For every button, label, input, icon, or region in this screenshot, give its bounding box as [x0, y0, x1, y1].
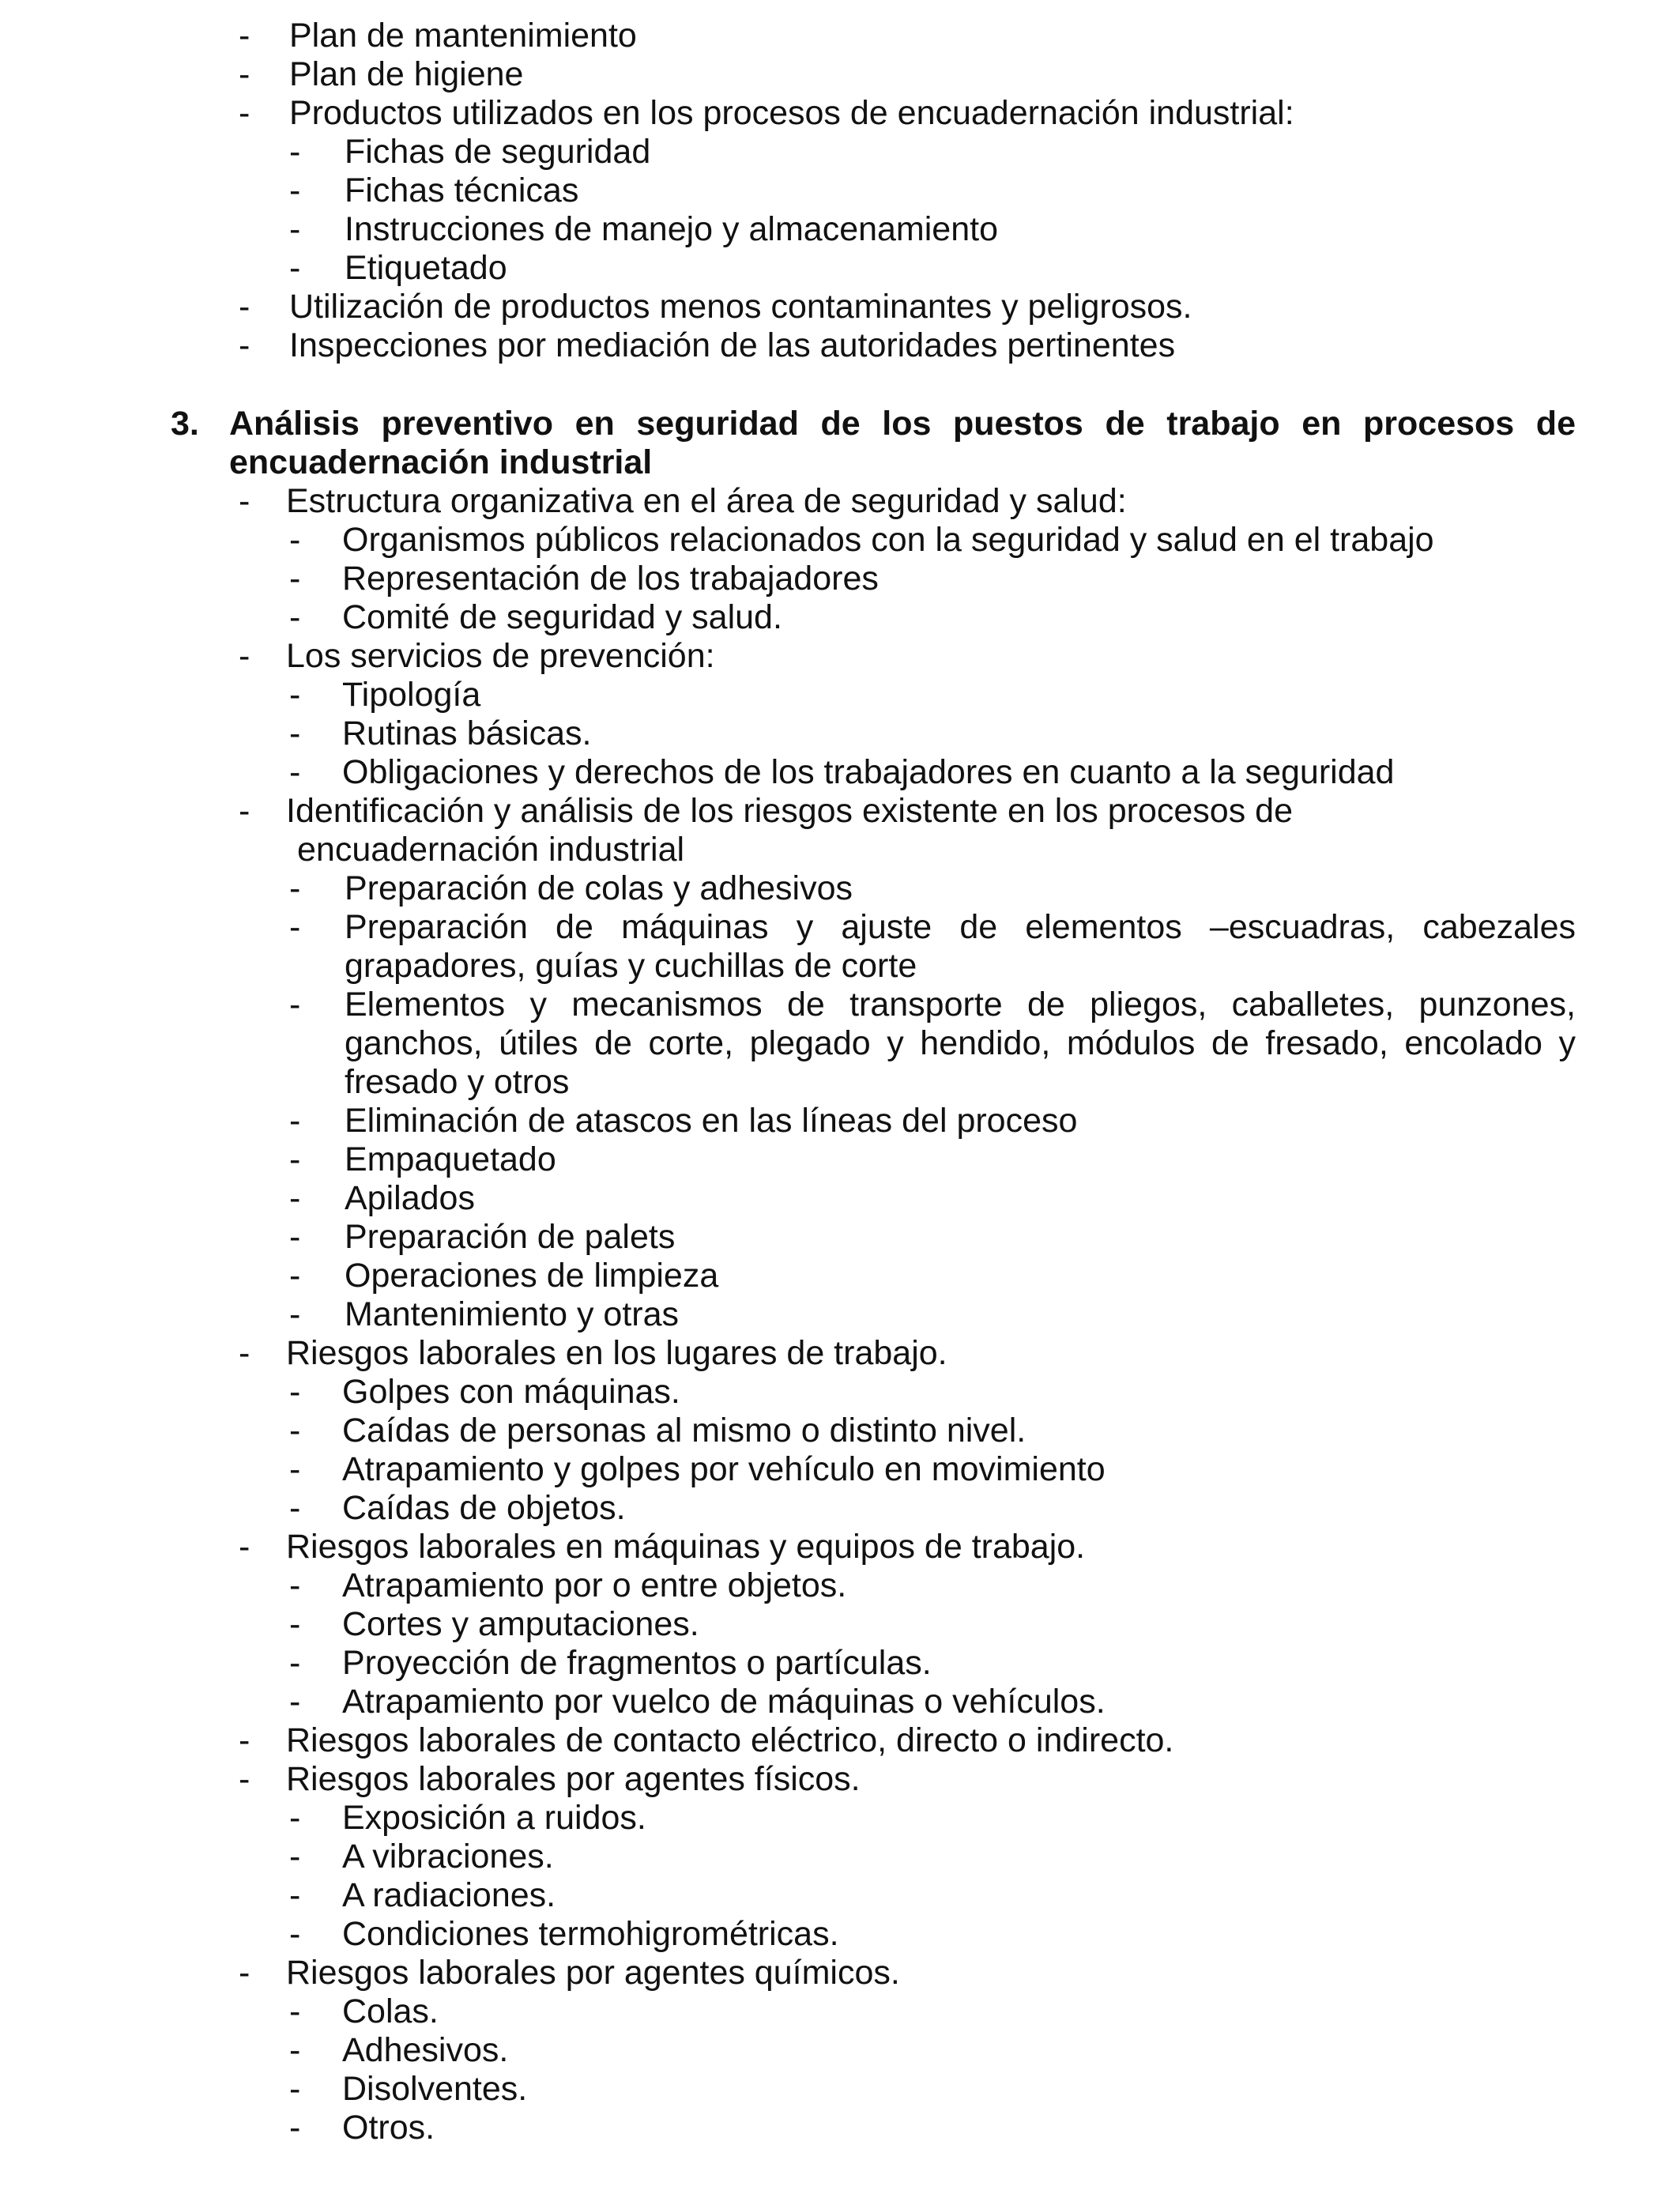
- bullet-dash: -: [289, 1179, 301, 1217]
- list-item: Riesgos laborales en máquinas y equipos de trabajo.: [286, 1528, 1086, 1566]
- bullet-dash: -: [239, 326, 250, 364]
- sub-list-item: Fichas técnicas: [345, 172, 579, 209]
- sub-list-item: A vibraciones.: [342, 1838, 554, 1875]
- list-item: Identificación y análisis de los riesgos existente en los procesos de: [286, 792, 1293, 830]
- bullet-dash: -: [239, 1760, 250, 1798]
- sub-list-item: Fichas de seguridad: [345, 133, 651, 171]
- sub-list-item-continuation: fresado y otros: [345, 1063, 570, 1101]
- list-item: Riesgos laborales por agentes físicos.: [286, 1760, 861, 1798]
- sub-list-item: Atrapamiento por vuelco de máquinas o vehículos.: [342, 1683, 1106, 1721]
- bullet-dash: -: [289, 1644, 301, 1682]
- bullet-dash: -: [289, 2109, 301, 2147]
- list-item: Riesgos laborales de contacto eléctrico, directo o indirecto.: [286, 1721, 1174, 1759]
- sub-list-item: Eliminación de atascos en las líneas del proceso: [345, 1102, 1078, 1140]
- list-item: Estructura organizativa en el área de seguridad y salud:: [286, 482, 1127, 520]
- bullet-dash: -: [239, 792, 250, 830]
- section-number: 3.: [171, 405, 199, 443]
- bullet-dash: -: [289, 1605, 301, 1643]
- sub-list-item: Proyección de fragmentos o partículas.: [342, 1644, 932, 1682]
- sub-list-item: Condiciones termohigrométricas.: [342, 1915, 839, 1953]
- bullet-dash: -: [289, 2031, 301, 2069]
- bullet-dash: -: [289, 210, 301, 248]
- bullet-dash: -: [289, 1915, 301, 1953]
- bullet-dash: -: [289, 1412, 301, 1449]
- list-item-continuation: encuadernación industrial: [297, 831, 685, 869]
- sub-list-item: Preparación de palets: [345, 1218, 676, 1256]
- sub-list-item: Tipología: [342, 676, 481, 714]
- sub-list-item: Atrapamiento y golpes por vehículo en movimiento: [342, 1450, 1106, 1488]
- bullet-dash: -: [239, 1721, 250, 1759]
- sub-list-item: Operaciones de limpieza: [345, 1257, 719, 1295]
- sub-list-item: Etiquetado: [345, 249, 507, 287]
- list-item: Plan de mantenimiento: [289, 17, 637, 55]
- sub-list-item: Exposición a ruidos.: [342, 1799, 646, 1837]
- bullet-dash: -: [239, 55, 250, 93]
- sub-list-item: Comité de seguridad y salud.: [342, 598, 782, 636]
- bullet-dash: -: [289, 908, 301, 946]
- bullet-dash: -: [289, 1218, 301, 1256]
- sub-list-item: Mantenimiento y otras: [345, 1295, 680, 1333]
- bullet-dash: -: [289, 1450, 301, 1488]
- bullet-dash: -: [289, 598, 301, 636]
- bullet-dash: -: [289, 560, 301, 598]
- bullet-dash: -: [289, 1838, 301, 1875]
- sub-list-item: Disolventes.: [342, 2070, 528, 2108]
- bullet-dash: -: [239, 482, 250, 520]
- bullet-dash: -: [239, 94, 250, 132]
- bullet-dash: -: [289, 1489, 301, 1527]
- list-item: Inspecciones por mediación de las autoridades pertinentes: [289, 326, 1176, 364]
- bullet-dash: -: [289, 172, 301, 209]
- bullet-dash: -: [239, 1954, 250, 1992]
- sub-list-item: Apilados: [345, 1179, 475, 1217]
- sub-list-item: Representación de los trabajadores: [342, 560, 879, 598]
- sub-list-item: Atrapamiento por o entre objetos.: [342, 1566, 847, 1604]
- sub-list-item: Caídas de objetos.: [342, 1489, 626, 1527]
- bullet-dash: -: [239, 637, 250, 675]
- sub-list-item: Golpes con máquinas.: [342, 1373, 680, 1411]
- sub-list-item: Organismos públicos relacionados con la seguridad y salud en el trabajo: [342, 521, 1434, 559]
- bullet-dash: -: [289, 1373, 301, 1411]
- sub-list-item-continuation: grapadores, guías y cuchillas de corte: [345, 947, 917, 985]
- sub-list-item: Rutinas básicas.: [342, 714, 592, 752]
- bullet-dash: -: [289, 1992, 301, 2030]
- sub-list-item: Caídas de personas al mismo o distinto nivel.: [342, 1412, 1026, 1449]
- list-item: Utilización de productos menos contaminantes y peligrosos.: [289, 288, 1192, 326]
- bullet-dash: -: [289, 1257, 301, 1295]
- sub-list-item: Colas.: [342, 1992, 439, 2030]
- bullet-dash: -: [239, 1334, 250, 1372]
- section-title-line-2: encuadernación industrial: [229, 443, 653, 481]
- bullet-dash: -: [289, 2070, 301, 2108]
- sub-list-item: Cortes y amputaciones.: [342, 1605, 699, 1643]
- sub-list-item-continuation: ganchos, útiles de corte, plegado y hendido, módulos de fresado, encolado y: [345, 1024, 1576, 1062]
- bullet-dash: -: [289, 133, 301, 171]
- list-item: Plan de higiene: [289, 55, 524, 93]
- list-item: Los servicios de prevención:: [286, 637, 715, 675]
- sub-list-item: Elementos y mecanismos de transporte de pliegos, caballetes, punzones,: [345, 986, 1576, 1023]
- bullet-dash: -: [289, 1799, 301, 1837]
- bullet-dash: -: [289, 676, 301, 714]
- bullet-dash: -: [289, 1295, 301, 1333]
- sub-list-item: A radiaciones.: [342, 1876, 556, 1914]
- bullet-dash: -: [289, 1102, 301, 1140]
- bullet-dash: -: [289, 1566, 301, 1604]
- bullet-dash: -: [239, 288, 250, 326]
- bullet-dash: -: [289, 521, 301, 559]
- bullet-dash: -: [289, 249, 301, 287]
- sub-list-item: Adhesivos.: [342, 2031, 509, 2069]
- bullet-dash: -: [289, 1683, 301, 1721]
- sub-list-item: Preparación de máquinas y ajuste de elementos –escuadras, cabezales: [345, 908, 1576, 946]
- sub-list-item: Otros.: [342, 2109, 435, 2147]
- bullet-dash: -: [239, 17, 250, 55]
- bullet-dash: -: [289, 753, 301, 791]
- list-item: Riesgos laborales en los lugares de trabajo.: [286, 1334, 947, 1372]
- bullet-dash: -: [289, 1876, 301, 1914]
- list-item: Productos utilizados en los procesos de encuadernación industrial:: [289, 94, 1294, 132]
- section-title-line-1: Análisis preventivo en seguridad de los puestos de trabajo en procesos de: [229, 405, 1576, 443]
- sub-list-item: Obligaciones y derechos de los trabajadores en cuanto a la seguridad: [342, 753, 1395, 791]
- bullet-dash: -: [239, 1528, 250, 1566]
- sub-list-item: Preparación de colas y adhesivos: [345, 869, 853, 907]
- bullet-dash: -: [289, 986, 301, 1023]
- sub-list-item: Instrucciones de manejo y almacenamiento: [345, 210, 998, 248]
- bullet-dash: -: [289, 1140, 301, 1178]
- bullet-dash: -: [289, 714, 301, 752]
- list-item: Riesgos laborales por agentes químicos.: [286, 1954, 900, 1992]
- bullet-dash: -: [289, 869, 301, 907]
- sub-list-item: Empaquetado: [345, 1140, 556, 1178]
